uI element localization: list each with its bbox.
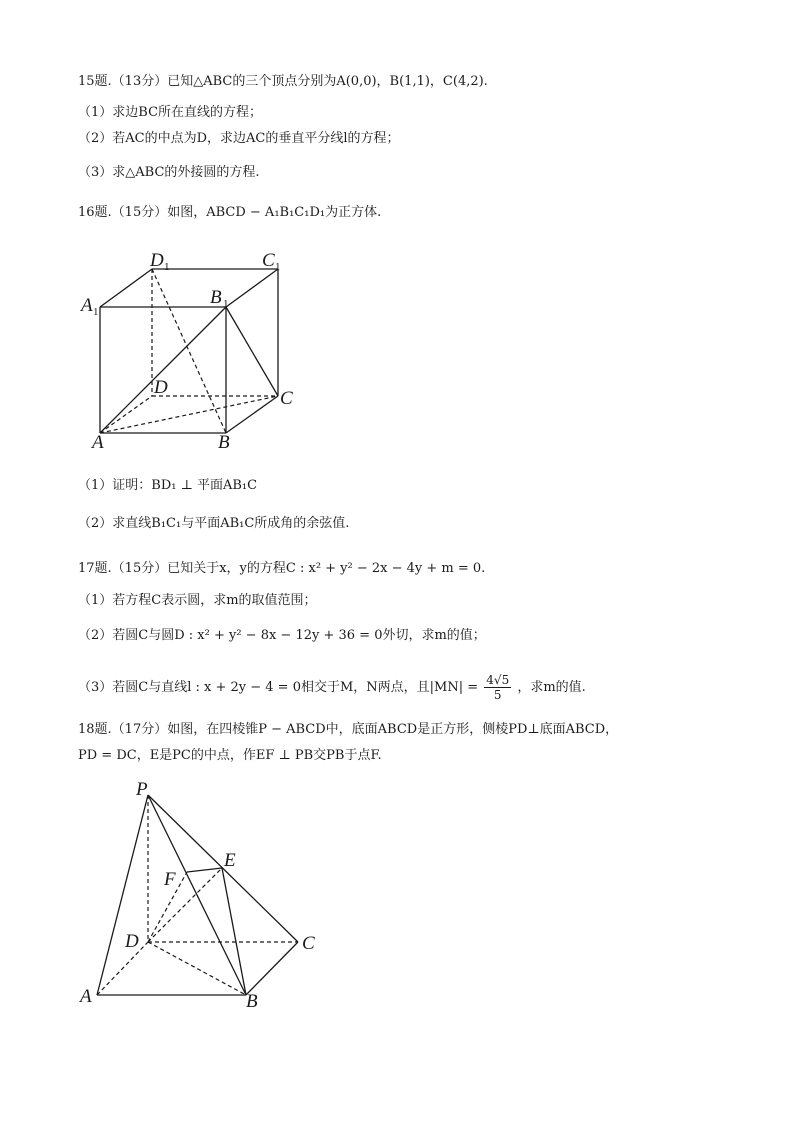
label-D: D: [154, 377, 168, 398]
label-B: B: [218, 432, 230, 453]
problem-15-q2: （2）若AC的中点为D，求边AC的垂直平分线l的方程；: [78, 131, 400, 146]
problem-17-q1: （1）若方程C表示圆，求m的取值范围；: [78, 593, 317, 608]
label-D1: D: [150, 250, 164, 271]
svg-text:1: 1: [223, 298, 229, 310]
pyramid-hidden-AD: [97, 942, 148, 995]
cube-edge-A1D1: [100, 269, 152, 307]
pyramid-hidden-DB: [148, 942, 246, 995]
fraction-mn: $\frac{4√5}{5}$: [486, 673, 510, 702]
pyramid-figure: [97, 795, 298, 995]
cube-segment-B1C: [226, 307, 278, 396]
problem-18-header-line1: 18题.（17分）如图，在四棱锥P − ABCD中，底面ABCD是正方形，侧棱PD⊥底面ABCD，: [78, 722, 619, 737]
problem-17-q2: （2）若圆C与圆D : x² + y² − 8x − 12y + 36 = 0外切，求m的值；: [78, 628, 486, 643]
problem-17-header: 17题.（15分）已知关于x，y的方程C : x² + y² − 2x − 4y + m = 0.: [78, 561, 486, 576]
label-C: C: [280, 388, 293, 409]
problem-15-q3: （3）求△ABC的外接圆的方程.: [78, 165, 260, 180]
problem-18-header-line2: PD = DC，E是PC的中点，作EF ⊥ PB交PB于点F.: [78, 748, 382, 763]
label-E: E: [224, 850, 236, 871]
problem-15-q1: （1）求边BC所在直线的方程；: [78, 105, 263, 120]
pyramid-edge-PA: [97, 795, 148, 995]
problem-16-header: 16题.（15分）如图，ABCD − A₁B₁C₁D₁为正方体.: [78, 205, 382, 220]
pyramid-hidden-DE: [148, 868, 222, 942]
label-F: F: [164, 869, 176, 890]
label-P: P: [136, 779, 148, 800]
label-A-pyr: A: [80, 986, 92, 1007]
problem-17-q3: （3）若圆C与直线l : x + 2y − 4 = 0相交于M，N两点，且|MN| = $\frac{4√5}{5}$ ，求m的值.: [78, 673, 586, 702]
label-D-pyr: D: [125, 931, 139, 952]
problem-16-q2: （2）求直线B₁C₁与平面AB₁C所成角的余弦值.: [78, 516, 350, 531]
problem-15-header: 15题.（13分）已知△ABC的三个顶点分别为A(0,0)，B(1,1)，C(4,2).: [78, 74, 488, 89]
label-C-pyr: C: [302, 933, 315, 954]
pyramid-edge-PB: [148, 795, 246, 995]
label-A1: A: [81, 295, 93, 316]
svg-text:1: 1: [275, 261, 281, 273]
pyramid-segment-FE: [187, 868, 222, 872]
svg-text:1: 1: [164, 261, 170, 273]
cube-hidden-edge-AD: [100, 396, 152, 433]
pyramid-edge-BC: [246, 942, 298, 995]
label-B1: B: [210, 287, 222, 308]
label-A: A: [92, 432, 104, 453]
problem-16-q1: （1）证明：BD₁ ⊥ 平面AB₁C: [78, 478, 258, 493]
label-C1: C: [262, 250, 275, 271]
svg-text:1: 1: [93, 306, 99, 318]
cube-edge-B1C1: [226, 269, 278, 307]
cube-segment-AB1: [100, 307, 226, 433]
label-B-pyr: B: [246, 991, 258, 1012]
